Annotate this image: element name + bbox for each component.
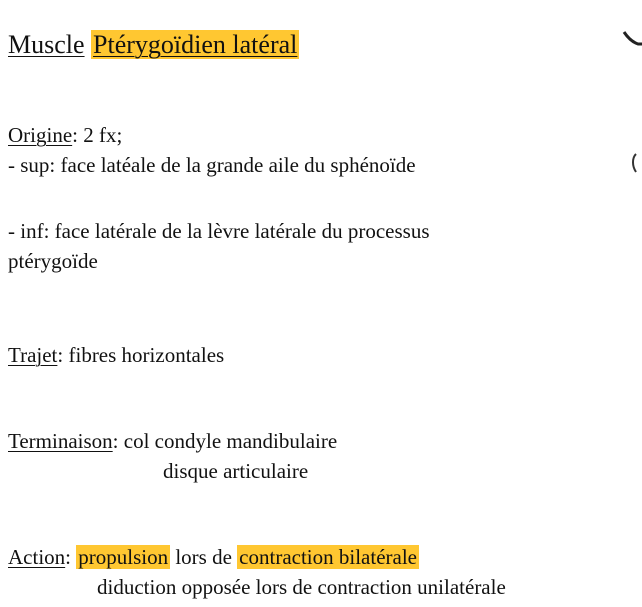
origine-inf-line1: - inf: face latérale de la lèvre latérale du processus [8,219,430,243]
action-highlight-contraction: contraction bilatérale [239,545,417,569]
trajet-line [8,342,224,368]
image-fragment-top [622,28,642,50]
terminaison-value1: : col condyle mandibulaire [112,429,338,453]
image-fragment-mid-icon [622,148,642,178]
title-highlight: Ptérygoïdien latéral [93,30,298,59]
origine-line [8,122,122,148]
action-line2: diduction opposée lors de contraction unilatérale [97,575,506,599]
terminaison-label: Terminaison [8,429,113,453]
action-label: Action [8,545,66,569]
image-fragment-mid [622,148,642,178]
terminaison-line [8,428,337,454]
trajet-label: Trajet [8,343,58,367]
origine-inf-line2: ptérygoïde [8,249,98,273]
page-title [8,28,299,62]
action-highlight-propulsion: propulsion [78,545,169,569]
action-mid: lors de [175,545,232,569]
origine-value: : 2 fx; [72,123,123,147]
title-prefix: Muscle [8,30,85,59]
image-fragment-top-icon [622,28,642,50]
terminaison-value2: disque articulaire [163,459,309,483]
action-line [8,544,419,570]
origine-sup: - sup: face latéale de la grande aile du sphénoïde [8,153,416,177]
action-sep: : [65,545,71,569]
trajet-value: : fibres horizontales [57,343,225,367]
origine-label: Origine [8,123,73,147]
